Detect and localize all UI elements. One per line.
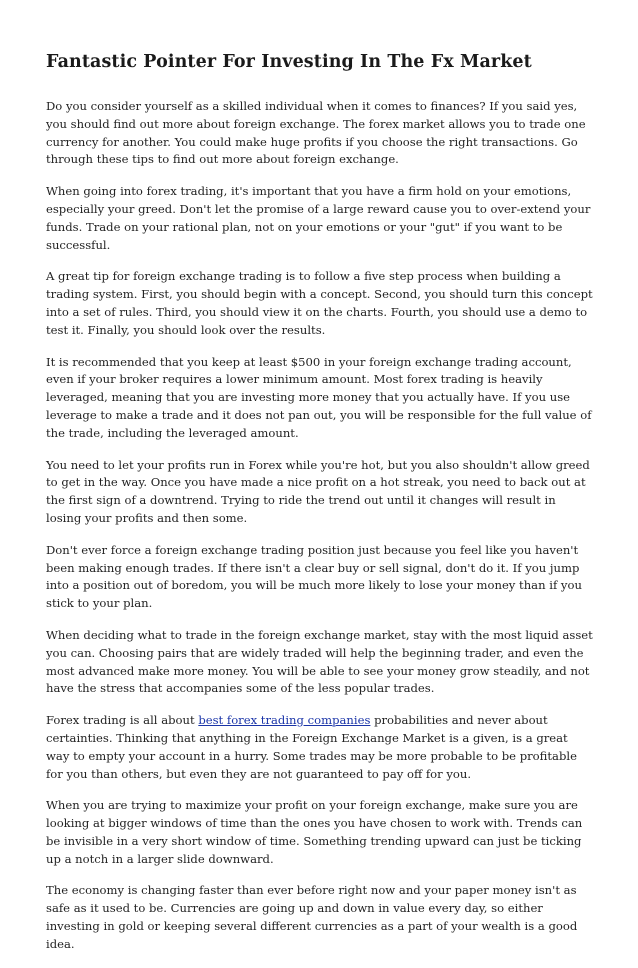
paragraph-profits-run: You need to let your profits run in Forex while you're hot, but you also shouldn't allow greed to get in the way. Once you have made a nice profit on a hot streak, you need to back out at the first sign of a downtrend. Trying to ride the trend out until it changes will result in losing your profits and then some. — [46, 457, 590, 525]
paragraph-probabilities-after: probabilities and never about certainties. Thinking that anything in the Foreign Exchange Market is a given, is a great way to empty your account in a hurry. Some trades may be more probable to be profitable for you than others, but even they are not guaranteed to pay off for you. — [46, 713, 577, 781]
article-body — [46, 98, 594, 954]
document-page — [46, 0, 594, 968]
paragraph-force-trade: Don't ever force a foreign exchange trading position just because you feel like you haven't been making enough trades. If there isn't a clear buy or sell signal, don't do it. If you jump into a position out of boredom, you will be much more likely to lose your money than if you stick to your plan. — [46, 542, 582, 611]
paragraph-emotions: When going into forex trading, it's important that you have a firm hold on your emotions, especially your greed. Don't let the promise of a large reward cause you to over-extend your funds. Trade on your rational plan, not on your emotions or your "gut" if you want to be successful. — [46, 184, 591, 252]
paragraph-economy: The economy is changing faster than ever before right now and your paper money isn't as safe as it used to be. Currencies are going up and down in value every day, so either investing in gold or keeping several different currencies as a part of your wealth is a good idea. — [46, 883, 578, 951]
forex-companies-link[interactable]: best forex trading companies — [198, 713, 371, 728]
paragraph-probabilities-before: Forex trading is all about — [46, 713, 199, 728]
page-title: Fantastic Pointer For Investing In The Fx Market — [46, 52, 532, 72]
paragraph-probabilities — [46, 712, 594, 783]
paragraph-time-windows: When you are trying to maximize your profit on your foreign exchange, make sure you are looking at bigger windows of time than the ones you have chosen to work with. Trends can be invisible in a very short window of time. Something trending upward can just be ticking up a notch in a larger slide downward. — [46, 798, 583, 866]
paragraph-minimum-balance: It is recommended that you keep at least $500 in your foreign exchange trading account, even if your broker requires a lower minimum amount. Most forex trading is heavily leveraged, meaning that you are investing more money that you actually have. If you use leverage to make a trade and it does not pan out, you will be responsible for the full value of the trade, including the leveraged amount. — [46, 354, 592, 440]
paragraph-five-step: A great tip for foreign exchange trading is to follow a five step process when building a trading system. First, you should begin with a concept. Second, you should turn this concept into a set of rules. Third, you should view it on the charts. Fourth, you should use a demo to test it. Finally, you should look over the results. — [46, 269, 593, 337]
paragraph-liquid-asset: When deciding what to trade in the foreign exchange market, stay with the most liquid asset you can. Choosing pairs that are widely traded will help the beginning trader, and even the most advanced make more money. You will be able to see your money grow steadily, and not have the stress that accompanies some of the less popular trades. — [46, 627, 593, 696]
paragraph-intro: Do you consider yourself as a skilled individual when it comes to finances? If you said yes, you should find out more about foreign exchange. The forex market allows you to trade one currency for another. You could make huge profits if you choose the right transactions. Go through these tips to find out more about foreign exchange. — [46, 99, 586, 167]
